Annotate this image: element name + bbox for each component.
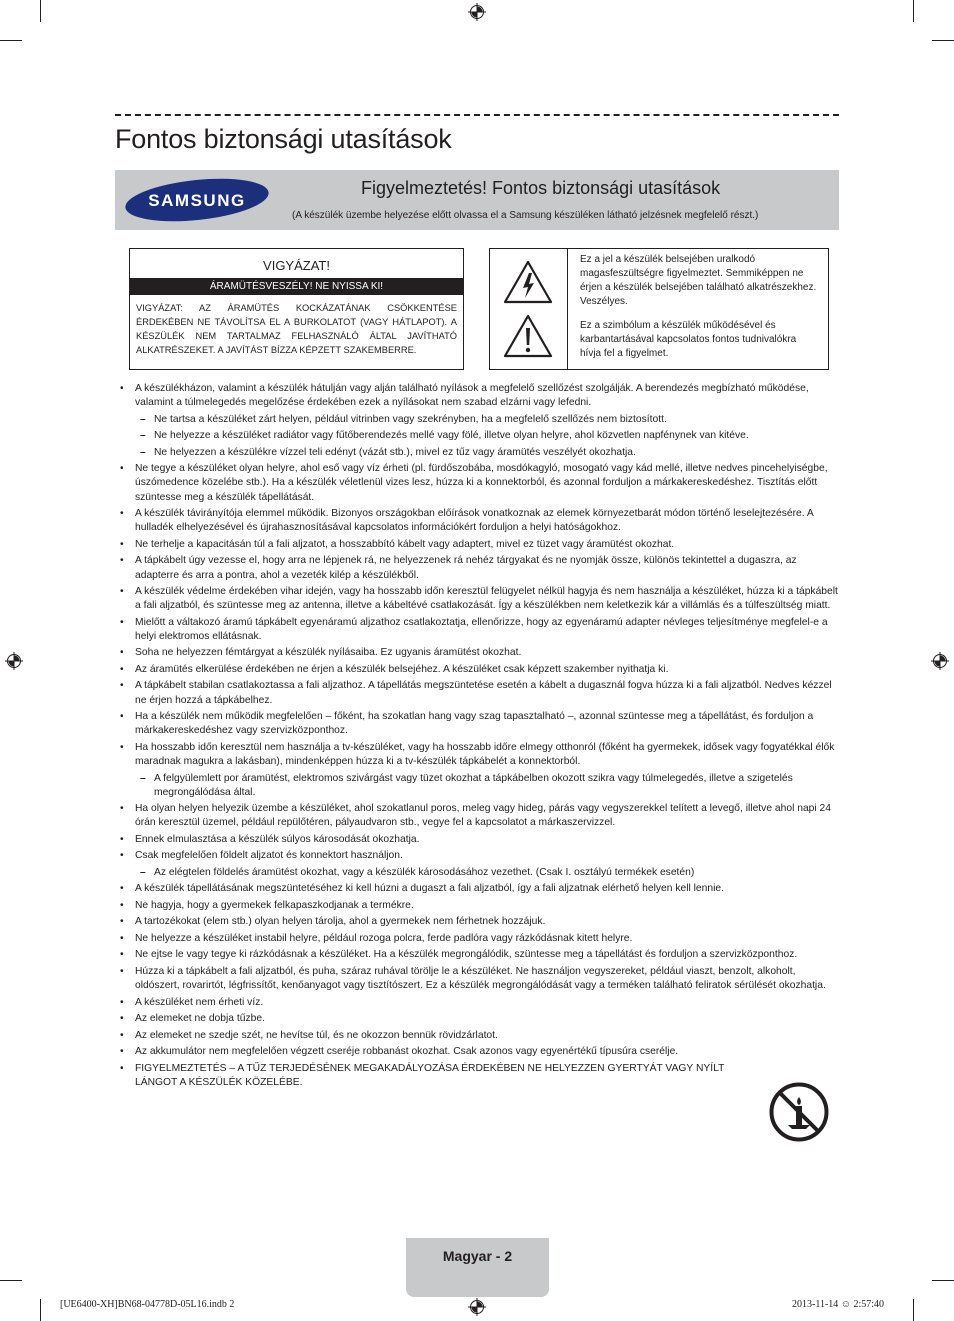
list-item-text: Az elemeket ne szedje szét, ne hevítse túl, és ne okozzon bennük rövidzárlatot. [135,1029,498,1041]
list-item [118,382,840,410]
list-item-text: A készülék távirányítója elemmel működik. Bizonyos országokban előírások vonatkoznak az elemek környezetbarát módon történő leselejtezésére. A hulladék elhelyezésével és újrahasznosításával kapcsolatos információkért forduljon a helyi hatóságokhoz. [135,508,814,534]
list-item-text: Csak megfelelően földelt aljzatot és konnektort használjon. [135,850,403,862]
sub-list-item [118,446,840,460]
bullet-icon: • [120,586,124,598]
high-voltage-icon [502,259,554,305]
caution-text: VIGYÁZAT: AZ ÁRAMÜTÉS KOCKÁZATÁNAK CSÖKKENTÉSE ÉRDEKÉBEN NE TÁVOLÍTSA EL A BURKOLATOT (VAGY HÁTLAPOT). A KÉSZÜLÉK NEM TARTALMAZ FELHASZNÁLÓ ÁLTAL JAVÍTHATÓ ALKATRÉSZEKET. A JAVÍTÁST BÍZZA KÉPZETT SZAKEMBERRE. [136,303,457,355]
caution-bar: ÁRAMÜTÉSVESZÉLY! NE NYISSA KI! [130,278,463,295]
list-item [118,965,840,993]
list-item [118,915,840,929]
list-item [118,802,840,830]
list-item [118,585,840,613]
sub-list-item [118,429,840,443]
sub-list-item-text: A felgyülemlett por áramütést, elektromos szivárgást vagy tüzet okozhat a tápkábelben okozott szikra vagy túlmelegedés, illetve a szigetelés megrongálódása által. [154,772,793,798]
list-item [118,1045,840,1059]
bullet-icon: • [120,833,124,845]
list-item [118,679,840,707]
list-item-text: Húzza ki a tápkábelt a fali aljzatból, és puha, száraz ruhával törölje le a készüléket. Ne használjon vegyszereket, például viaszt, benzolt, alkoholt, oldószert, rovarirtót, légfrissítőt, kenőanyagot vagy tisztítószert. Ez a készülék megrongálódását vagy a terméken található feliratok sérülését okozhatja. [135,965,826,992]
caution-title: VIGYÁZAT! [263,258,330,273]
banner-subtitle: (A készülék üzembe helyezése előtt olvassa el a Samsung készüléken látható jelzésnek megfelelő részt.) [292,210,759,221]
list-item-text: A készülék tápellátásának megszüntetéséhez ki kell húzni a dugaszt a fali aljzatból, így a fali aljzatnak elérhető helyen kell lennie. [135,883,724,895]
list-item-text: Ha a készülék nem működik megfelelően – főként, ha szokatlan hang vagy szag tapasztalható –, azonnal szüntesse meg a tápellátást, és forduljon a márkakereskedéshez vagy szervizközponthoz. [135,711,814,737]
list-item [118,1029,840,1043]
list-item [118,996,840,1010]
crop-mark [932,40,954,41]
voltage-description: Ez a jel a készülék belsejében uralkodó magasfeszültségre figyelmeztet. Semmiképpen ne érjen a készülék belsejében található alkatrészekhez. Veszélyes. [580,254,817,307]
bullet-icon: • [120,680,124,692]
list-item [118,1012,840,1026]
bullet-icon: • [120,949,124,961]
list-item-text: Ne hagyja, hogy a gyermekek felkapaszkodjanak a termékre. [135,899,414,911]
bullet-icon: • [120,463,124,475]
crop-mark [0,40,22,41]
bullet-icon: • [120,647,124,659]
bullet-icon: • [120,883,124,895]
exclamation-description: Ez a szimbólum a készülék működésével és karbantartásával kapcsolatos fontos tudnivalókra hívja fel a figyelmet. [580,320,797,359]
registration-mark-icon [5,652,23,670]
list-item-text: Az elemeket ne dobja tűzbe. [135,1013,265,1025]
registration-mark-icon [931,652,949,670]
list-item [118,741,840,769]
bullet-icon: • [120,1046,124,1058]
page-number: Magyar - 2 [442,1248,513,1264]
dash-icon: – [140,866,146,878]
symbols-box [489,248,829,370]
list-item-text: Ennek elmulasztása a készülék súlyos károsodását okozhatja. [135,833,420,845]
list-item [118,663,840,677]
samsung-logo-icon [124,177,270,223]
list-item-text: Az akkumulátor nem megfelelően végzett cseréje robbanást okozhat. Csak azonos vagy egyenértékű típusúra cserélje. [135,1046,679,1058]
logo-text: SAMSUNG [148,191,246,210]
crop-mark [40,0,41,22]
list-item [118,554,840,582]
list-item-text: A tápkábelt stabilan csatlakoztassa a fali aljzathoz. A tápellátás megszüntetése esetén a kábelt a dugasznál fogva húzza ki a fali aljzatból. Nedves kézzel ne érjen hozzá a tápkábelhez. [135,680,832,706]
list-item-text: A készülék védelme érdekében vihar idején, vagy ha hosszabb időn keresztül felügyelet nélkül hagyja és nem használja a készüléket, húzza ki a tápkábelt a fali aljzatból, és szüntesse meg az antenna, illetve a kábeltévé csatlakozását. Így a készülékben nem keletkezik kár a villámlás és a túlfeszültség miatt. [135,586,838,612]
exclamation-icon [502,313,554,359]
crop-mark [932,1280,954,1281]
list-item [118,833,840,847]
list-item [118,646,840,660]
caution-box [129,248,464,370]
list-item [118,462,840,505]
list-item-text: Ne helyezze a készüléket instabil helyre, például rozoga polcra, ferde padlóra vagy rázkódásnak kitett helyre. [135,932,633,944]
list-item [118,710,840,738]
bullet-icon: • [120,996,124,1008]
bullet-icon: • [120,850,124,862]
registration-mark-icon [468,1298,486,1316]
list-item [118,948,840,962]
list-item [118,616,840,644]
bullet-icon: • [120,932,124,944]
warning-banner [115,170,839,230]
dash-icon: – [140,413,146,425]
bullet-icon: • [120,1029,124,1041]
list-item [118,899,840,913]
sub-list-item [118,866,840,880]
list-item-text: Mielőtt a váltakozó áramú tápkábelt egyenáramú aljzathoz csatlakoztatja, ellenőrizze, hogy az egyenáramú adapter névleges teljesítménye megfelel-e a helyi elektromos ellátásnak. [135,616,828,642]
sub-list-item-text: Ne helyezze a készüléket radiátor vagy fűtőberendezés mellé vagy fölé, illetve olyan helyre, ahol közvetlen napfénynek van kitéve. [154,430,749,442]
dash-icon: – [140,772,146,784]
list-item [118,882,840,896]
no-open-flame-icon [768,1081,830,1143]
bullet-icon: • [120,711,124,723]
dash-icon: – [140,430,146,442]
list-item-text: Ne tegye a készüléket olyan helyre, ahol eső vagy víz érheti (pl. fürdőszobába, mosdókagyló, mosogató vagy kád mellé, illetve nedves pincehelyiségbe, úszómedence közelébe stb.). Ha a készülék véletlenül vizes lesz, húzza ki a konnektorból, és azonnal forduljon a márkakereskedéshez. Tisztítás előtt szüntesse meg a készülék tápellátását. [135,463,828,503]
bullet-icon: • [120,899,124,911]
bullet-icon: • [120,555,124,567]
list-item-text: Ne terhelje a kapacitásán túl a fali aljzatot, a hosszabbító kábelt vagy adaptert, mivel ez tüzet vagy áramütést okozhat. [135,538,675,550]
page-number-tab [406,1238,549,1297]
bullet-icon: • [120,965,124,977]
page-title: Fontos biztonsági utasítások [115,124,452,154]
print-file-info: [UE6400-XH]BN68-04778D-05L16.indb 2 [60,1299,235,1310]
list-item-text: A készülékházon, valamint a készülék hátulján vagy alján található nyílások a megfelelő szellőzést szolgálják. A berendezés megbízható működése, valamint a túlmelegedés megelőzése érdekében ezek a nyílásokat nem szabad elzárni vagy lefedni. [135,383,809,409]
bullet-icon: • [120,383,124,394]
banner-title: Figyelmeztetés! Fontos biztonsági utasítások [361,178,721,198]
safety-instruction-list [118,382,840,1092]
bullet-icon: • [120,663,124,675]
list-item-text: Ha hosszabb időn keresztül nem használja a tv-készüléket, vagy ha hosszabb időre elmegy otthonról (főként ha gyermekek, idősek vagy fogyatékkal élők maradnak magukra a lakásban), mindenképpen húzza ki a tv-készülék tápkábelét a konnektorból. [135,741,835,768]
list-item [118,932,840,946]
list-item-text: A tartozékokat (elem stb.) olyan helyen tárolja, ahol a gyermekek nem férhetnek hozzájuk. [135,916,546,928]
list-item [118,538,840,552]
sub-list-item [118,413,840,427]
crop-mark [913,0,914,22]
list-item-text: A tápkábelt úgy vezesse el, hogy arra ne lépjenek rá, ne helyezzenek rá nehéz tárgyakat és ne nyomják össze, különös tekintettel a dugaszra, az adapterre és arra a pontra, ahol a vezeték kilép a készülékből. [135,555,797,581]
bullet-icon: • [120,1013,124,1025]
bullet-icon: • [120,616,124,628]
bullet-icon: • [120,538,124,550]
print-timestamp: 2013-11-14 ☺ 2:57:40 [792,1299,885,1310]
list-item-text: Ha olyan helyen helyezik üzembe a készüléket, ahol szokatlanul poros, meleg vagy hideg, párás vagy vegyszerekkel telített a levegő, illetve ahol napi 24 órán keresztül üzemel, például repülőtéren, pályaudvaron stb., vegye fel a kapcsolatot a márkaszervizzel. [135,803,832,829]
crop-mark [0,1280,22,1281]
title-rule [115,114,839,116]
bullet-icon: • [120,741,124,753]
sub-list-item-text: Ne tartsa a készüléket zárt helyen, például vitrinben vagy szekrényben, ha a megfelelő szellőzés nem biztosított. [154,413,667,425]
crop-mark [40,1299,41,1321]
dash-icon: – [140,446,146,458]
sub-list-item-text: Az elégtelen földelés áramütést okozhat, vagy a készülék károsodásához vezethet. (Csak I. osztályú termékek esetén) [154,866,695,878]
bullet-icon: • [120,803,124,815]
list-item-text: Ne ejtse le vagy tegye ki rázkódásnak a készüléket. Ha a készülék megrongálódik, szüntesse meg a tápellátást és forduljon a szervizközponthoz. [135,949,798,961]
list-item-text: Soha ne helyezzen fémtárgyat a készülék nyílásaiba. Ez ugyanis áramütést okozhat. [135,647,522,659]
sub-list-item-text: Ne helyezzen a készülékre vízzel teli edényt (vázát stb.), mivel ez tűz vagy áramütés veszélyét okozhatja. [154,446,636,458]
list-item-text: A készüléket nem érheti víz. [135,996,264,1008]
bullet-icon: • [120,508,124,520]
list-item [118,1062,745,1090]
registration-mark-icon [468,3,486,21]
crop-mark [913,1299,914,1321]
bullet-icon: • [120,1062,124,1074]
list-item [118,849,840,863]
bullet-icon: • [120,916,124,928]
list-item-text: FIGYELMEZTETÉS – A TŰZ TERJEDÉSÉNEK MEGAKADÁLYOZÁSA ÉRDEKÉBEN NE HELYEZZEN GYERTYÁT VAGY NYÍLT LÁNGOT A KÉSZÜLÉK KÖZELÉBE. [135,1062,725,1088]
list-item [118,507,840,535]
list-item-text: Az áramütés elkerülése érdekében ne érjen a készülék belsejéhez. A készüléket csak képzett szakember nyithatja ki. [135,663,669,675]
sub-list-item [118,772,840,800]
